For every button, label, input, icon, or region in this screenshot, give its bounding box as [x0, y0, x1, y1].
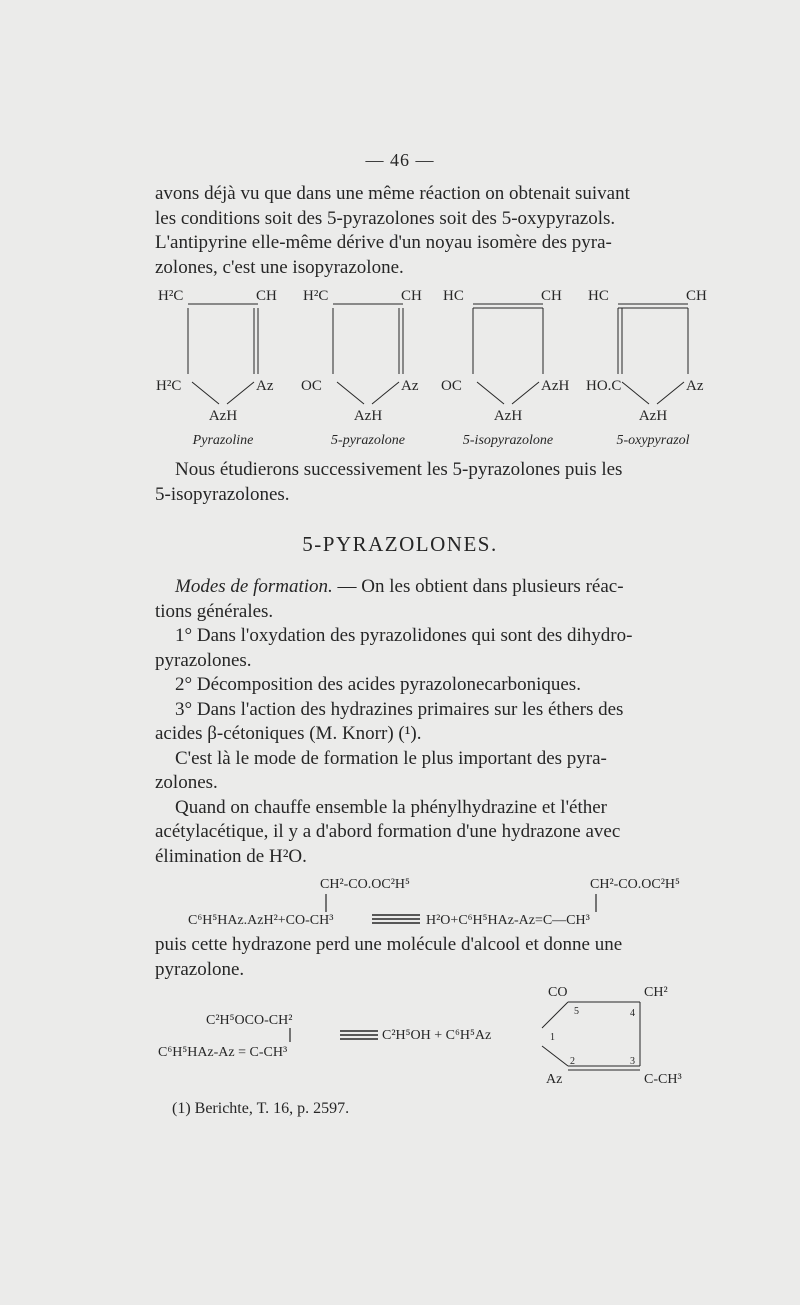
- text-line: 3° Dans l'action des hydrazines primaires sur les éthers des: [175, 698, 624, 720]
- structure-4: [586, 288, 707, 448]
- ring-number-2: 2: [570, 1056, 575, 1067]
- text-line: 1° Dans l'oxydation des pyrazolidones qui sont des dihydro-: [175, 625, 633, 646]
- pyrazolone-equation: [150, 978, 710, 1093]
- structure-caption: 5-isopyrazolone: [462, 433, 554, 448]
- ring-number-4: 4: [630, 1008, 635, 1019]
- ring-number-3: 3: [630, 1056, 635, 1067]
- structure-bottom-right: Az: [686, 378, 704, 394]
- structure-bottom-left: OC: [301, 378, 322, 394]
- bond-line: [622, 382, 649, 404]
- text-line: zolones, c'est une isopyrazolone.: [155, 256, 404, 278]
- bond-line: [372, 382, 399, 404]
- text-line: acétylacétique, il y a d'abord formation d'une hydrazone avec: [155, 821, 621, 842]
- structure-top-right: CH: [401, 288, 422, 304]
- text-line: les conditions soit des 5-pyrazolones soit des 5-oxypyrazols.: [155, 207, 616, 229]
- ring-number-5: 5: [574, 1006, 579, 1017]
- bond-line: [512, 382, 539, 404]
- structure-bottom-right: AzH: [541, 378, 570, 394]
- text-line: acides β-cétoniques (M. Knorr) (¹).: [155, 723, 422, 744]
- text-line: tions générales.: [155, 600, 274, 622]
- eq1-left-top: CH²-CO.OC²H⁵: [320, 877, 410, 892]
- structure-apex: AzH: [353, 408, 383, 424]
- text-line: Nous étudierons successivement les 5-pyrazolones puis les: [175, 459, 623, 480]
- continuation-paragraph: [155, 933, 705, 982]
- eq2-middle: C²H⁵OH + C⁶H⁵Az: [382, 1028, 492, 1043]
- transition-paragraph: [155, 458, 705, 507]
- bond-line: [477, 382, 504, 404]
- structure-top-left: HC: [443, 288, 464, 304]
- structure-bottom-left: OC: [441, 378, 462, 394]
- structure-top-left: HC: [588, 288, 609, 304]
- structure-apex: AzH: [208, 408, 238, 424]
- ring-cch3: C-CH³: [644, 1072, 682, 1087]
- structure-bottom-right: Az: [401, 378, 419, 394]
- text-line: L'antipyrine elle-même dérive d'un noyau isomère des pyra-: [155, 232, 612, 253]
- bond-line: [337, 382, 364, 404]
- text-line: puis cette hydrazone perd une molécule d'alcool et donne une: [155, 934, 623, 955]
- intro-paragraph: [155, 182, 705, 280]
- structure-top-right: CH: [256, 288, 277, 304]
- eq2-left-bottom: C⁶H⁵HAz-Az = C-CH³: [158, 1045, 288, 1060]
- structure-top-left: H²C: [158, 288, 184, 304]
- text-line: pyrazolones.: [155, 649, 252, 671]
- structure-1: [156, 288, 277, 448]
- structure-formulas: [150, 282, 710, 452]
- structure-bottom-right: Az: [256, 378, 274, 394]
- text-line: zolones.: [155, 772, 218, 793]
- text-line: 5-isopyrazolones.: [155, 483, 290, 505]
- text-line: élimination de H²O.: [155, 845, 307, 867]
- structure-caption: 5-pyrazolone: [331, 433, 405, 448]
- hydrazone-equation: [150, 868, 710, 938]
- text-line: pyrazolone.: [155, 958, 245, 980]
- structure-3: [441, 288, 569, 448]
- structure-2: [301, 288, 422, 448]
- structure-apex: AzH: [493, 408, 523, 424]
- text-line: C'est là le mode de formation le plus important des pyra-: [175, 747, 607, 769]
- text-line: [155, 575, 705, 600]
- text-line: Quand on chauffe ensemble la phénylhydrazine et l'éther: [175, 796, 607, 818]
- eq2-left-top: C²H⁵OCO-CH²: [206, 1013, 293, 1028]
- structure-caption: 5-oxypyrazol: [616, 433, 690, 448]
- bond-line: [192, 382, 219, 404]
- structure-bottom-left: H²C: [156, 378, 182, 394]
- ring-co: CO: [548, 985, 568, 1000]
- structure-top-right: CH: [541, 288, 562, 304]
- structure-caption: Pyrazoline: [192, 433, 254, 448]
- ring-number-1: 1: [550, 1032, 555, 1043]
- page-number: — 46 —: [365, 150, 435, 170]
- structure-top-right: CH: [686, 288, 707, 304]
- ring-az: Az: [546, 1072, 563, 1087]
- structure-apex: AzH: [638, 408, 668, 424]
- modes-label: Modes de formation.: [175, 576, 333, 597]
- eq1-right-top: CH²-CO.OC²H⁵: [590, 877, 680, 892]
- bond-line: [657, 382, 684, 404]
- text-line: avons déjà vu que dans une même réaction on obtenait suivant: [155, 183, 630, 204]
- eq1-right-main: H²O+C⁶H⁵HAz-Az=C—CH³: [426, 913, 590, 928]
- structure-bottom-left: HO.C: [586, 378, 622, 394]
- structure-top-left: H²C: [303, 288, 329, 304]
- modes-rest: — On les obtient dans plusieurs réac-: [332, 576, 624, 597]
- bond-line: [227, 382, 254, 404]
- text-line: 2° Décomposition des acides pyrazolonecarboniques.: [175, 674, 581, 695]
- section-title: 5-PYRAZOLONES.: [302, 532, 498, 556]
- ring-ch2: CH²: [644, 985, 668, 1000]
- body-text: [155, 575, 705, 869]
- eq1-left-main: C⁶H⁵HAz.AzH²+CO-CH³: [188, 913, 334, 928]
- footnote: (1) Berichte, T. 16, p. 2597.: [172, 1100, 350, 1117]
